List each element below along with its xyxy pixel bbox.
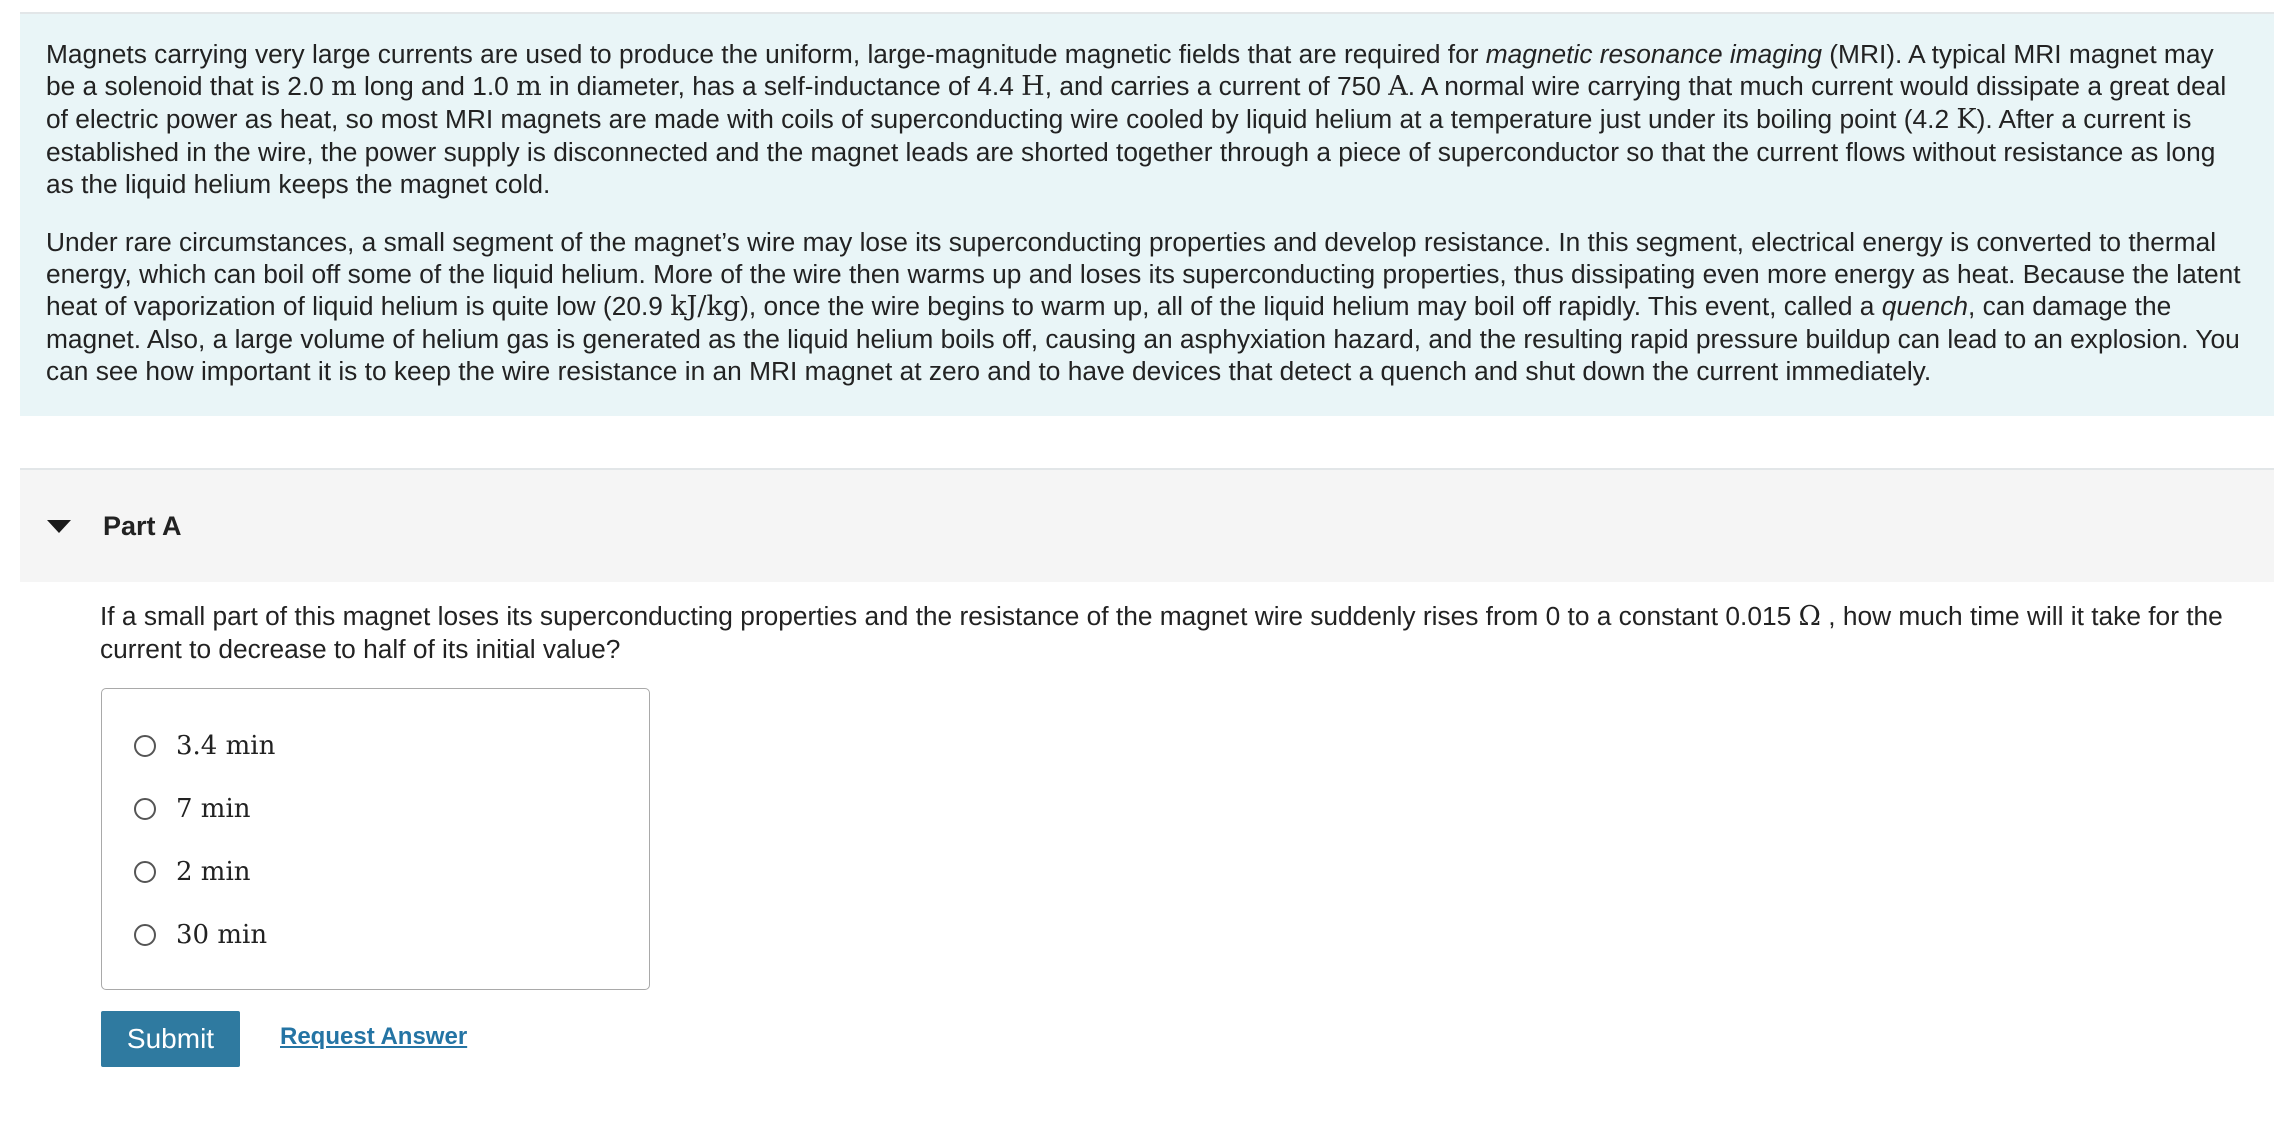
choice-option[interactable]: [134, 857, 251, 887]
text: Magnets carrying very large currents are used to produce the uniform, large-magnitude magnetic fields that are required for: [46, 39, 1486, 69]
choice-option[interactable]: [134, 920, 267, 950]
text: Under rare circumstances, a small segment of the magnet’s wire may lose its superconducting properties and develop resistance. In this segment, electrical energy is converted to thermal energy, which can boil off some of the liquid helium. More of the wire then warms up and loses its superconducting properties, thus dissipating even more energy as heat. Because the latent heat of vaporization of liquid helium is quite low (20.9: [46, 227, 2241, 321]
text: long and 1.0: [356, 71, 517, 101]
part-a-header[interactable]: [20, 470, 2274, 582]
request-answer-link[interactable]: Request Answer: [280, 1023, 468, 1050]
unit-kj-per-kg: kJ/kg: [670, 291, 741, 322]
choice-label: 7 min: [176, 794, 251, 824]
text: (MRI). A typical MRI magnet may be a solenoid that is 2.0: [46, 39, 2214, 101]
choice-option[interactable]: [134, 794, 251, 824]
intro-paragraph-1: [46, 38, 2248, 200]
emphasis-mri: magnetic resonance imaging: [1485, 39, 1822, 69]
intro-paragraph-2: [46, 226, 2248, 387]
text: in diameter, has a self-inductance of 4.4: [541, 71, 1022, 101]
problem-intro: [20, 14, 2274, 416]
submit-button[interactable]: Submit: [101, 1011, 240, 1067]
choice-label: 30 min: [176, 920, 268, 950]
part-title: Part A: [103, 510, 182, 541]
choice-label: 3.4 min: [176, 731, 276, 761]
text: , can damage the magnet. Also, a large volume of helium gas is generated as the liquid helium boils off, causing an asphyxiation hazard, and the resulting rapid pressure buildup can lead to an explosion. You can see how important it is to keep the wire resistance in an MRI magnet at zero and to have devices that detect a quench and shut down the current immediately.: [46, 291, 2240, 386]
unit-meter: m: [516, 71, 542, 102]
unit-henry: H: [1021, 71, 1045, 102]
unit-kelvin: K: [1956, 104, 1977, 135]
text: ), once the wire begins to warm up, all of the liquid helium may boil off rapidly. This event, called a: [740, 291, 1882, 321]
radio-button[interactable]: [134, 798, 156, 820]
radio-button[interactable]: [134, 924, 156, 946]
unit-meter: m: [331, 71, 357, 102]
emphasis-quench: quench: [1881, 291, 1968, 321]
choice-option[interactable]: [134, 731, 275, 761]
text: . A normal wire carrying that much current would dissipate a great deal of electric power as heat, so most MRI magnets are made with coils of superconducting wire cooled by liquid helium at a temperature just under its boiling point (4.2: [46, 71, 2227, 134]
text: If a small part of this magnet loses its superconducting properties and the resistance of the magnet wire suddenly rises from 0 to a constant 0.015: [100, 601, 1799, 631]
radio-button[interactable]: [134, 735, 156, 757]
radio-button[interactable]: [134, 861, 156, 883]
choice-label: 2 min: [176, 857, 251, 887]
text: , how much time will it take for the current to decrease to half of its initial value?: [100, 601, 2223, 664]
unit-ohm: Ω: [1798, 601, 1821, 632]
answer-choices: [101, 688, 650, 990]
question-text: [100, 600, 2250, 665]
text: ). After a current is established in the wire, the power supply is disconnected and the magnet leads are shorted together through a piece of superconductor so that the current flows without resistance as long as the liquid helium keeps the magnet cold.: [46, 104, 2216, 199]
text: , and carries a current of 750: [1044, 71, 1389, 101]
unit-ampere: A: [1388, 71, 1408, 102]
collapse-caret-icon[interactable]: [47, 520, 71, 533]
